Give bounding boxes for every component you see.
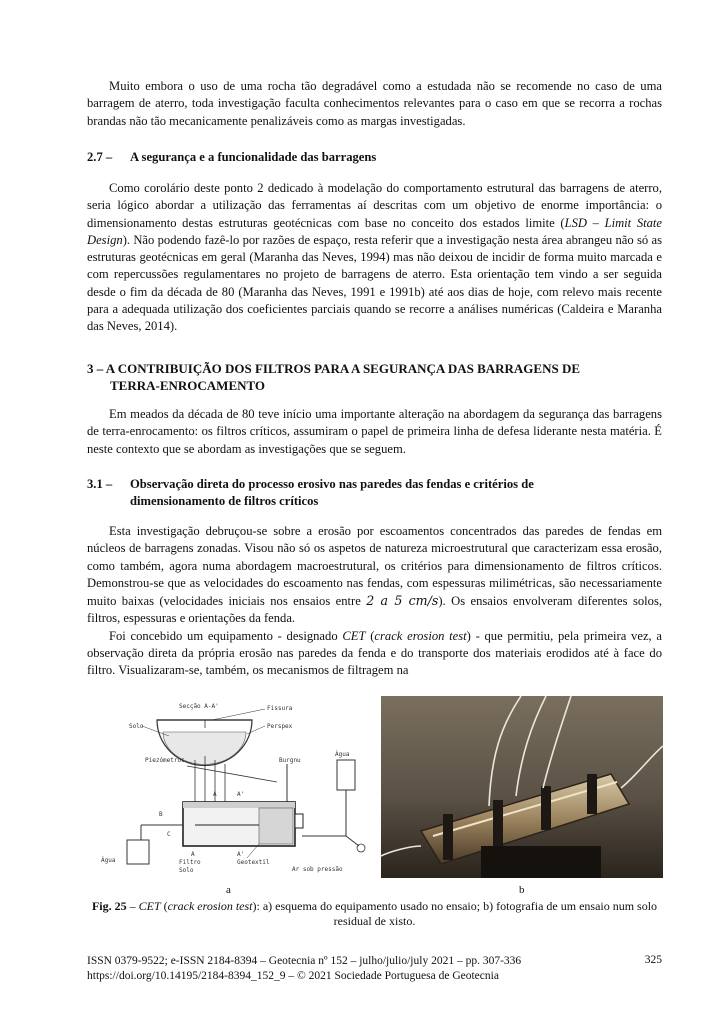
paragraph-text — [87, 628, 662, 680]
sketch-label-water-bottom: Água — [101, 857, 116, 864]
water-reservoir — [337, 760, 355, 790]
page-footer — [87, 954, 662, 984]
velocity-math: 2 a 5 cm/s — [366, 593, 439, 609]
paragraph-text: Em meados da década de 80 teve início uma importante alteração na abordagem da segurança das barragens de terra-enrocamento: os filtros críticos, assumiram o papel de primeira linha de defesa liderante nesta matéria. É neste contexto que se abordam as investigações que se seguem. — [87, 407, 662, 456]
cet-full-term: crack erosion test — [374, 628, 467, 643]
cet-term: CET — [342, 628, 366, 643]
sketch-label-geotextile: Geotextil — [237, 859, 270, 866]
sketch-label-soil-top: Solo — [129, 723, 144, 730]
sketch-label-soil-bottom: Solo — [179, 867, 194, 874]
outlet-valve — [295, 814, 303, 828]
section-number: 3.1 – — [87, 477, 113, 491]
filter-zone — [259, 808, 293, 844]
base-support — [481, 846, 601, 878]
cell-top-band — [183, 802, 295, 808]
section-3-heading — [87, 360, 662, 394]
text-run: Foi concebido um equipamento - designado — [109, 628, 343, 643]
section-3-1-line2: dimensionamento de filtros críticos — [130, 494, 319, 508]
text-run: ) - que permitiu, pela primeira vez, a observação direta da própria erosão nas paredes da fenda e do transporte dos materiais erodidos até à face do filtro. Visualizaram-se, também, os mecanismos de filtragem na — [87, 628, 663, 678]
section-3-line1: 3 – A CONTRIBUIÇÃO DOS FILTROS PARA A SEGURANÇA DAS BARRAGENS DE — [87, 361, 581, 376]
sketch-label-a3: A — [191, 851, 195, 858]
sketch-label-air: Ar sob pressão — [292, 866, 343, 873]
text-run: ). Os ensaios envolveram diferentes solos, filtros, espessuras e orientações da fenda. — [87, 594, 663, 626]
sketch-label-a4: A' — [237, 851, 245, 858]
text-run: ( — [365, 628, 375, 643]
intro-paragraph — [87, 78, 662, 130]
leader-line — [142, 726, 169, 736]
section-3-line2: TERRA-ENROCAMENTO — [110, 378, 266, 393]
paragraph-text — [87, 523, 662, 628]
caption-fig-number: Fig. 25 — [91, 899, 127, 913]
piezometer-line — [187, 766, 277, 782]
section-2-7-paragraph — [87, 180, 662, 336]
sketch-label-burgnu: Burgnu — [279, 757, 301, 764]
cet-test-photograph — [381, 696, 663, 878]
section-3-1-line1: Observação direta do processo erosivo nas paredes das fendas e critérios de — [130, 477, 534, 491]
sketch-label-piezometers: Piezómetros — [145, 757, 185, 764]
paragraph-text — [87, 180, 662, 336]
caption-cet: CET — [138, 899, 161, 913]
sketch-label-filter: Filtro — [179, 859, 201, 866]
footer-journal-info: ISSN 0379-9522; e-ISSN 2184-8394 – Geotecnia nº 152 – julho/julio/july 2021 – pp. 307-336 — [87, 955, 522, 967]
caption-cet-full: crack erosion test — [167, 899, 253, 913]
sketch-label-fissure: Fissura — [267, 705, 293, 712]
lsd-term: LSD – Limit State Design — [87, 215, 663, 247]
sketch-label-a1: A — [213, 791, 217, 798]
section-title: A segurança e a funcionalidade das barragens — [130, 150, 377, 164]
figure-caption — [87, 899, 662, 929]
air-pipe — [346, 836, 359, 846]
sketch-label-water-top: Água — [335, 751, 350, 758]
figure-label-b: b — [519, 884, 525, 896]
section-3-paragraph — [87, 406, 662, 458]
intro-text: Muito embora o uso de uma rocha tão degradável como a estudada não se recomende no caso de uma barragem de aterro, toda investigação faculta conhecimentos relevantes para o caso em que se recorra a rochas brandas não tão mecanicamente penalizáveis como as margas investigadas. — [87, 79, 662, 128]
collector-container — [127, 840, 149, 864]
sketch-label-c: C — [167, 831, 171, 838]
sketch-label-perspex: Perspex — [267, 723, 293, 730]
section-3-1-paragraphs — [87, 523, 662, 680]
pressure-gauge-icon — [357, 844, 365, 852]
section-2-7-heading — [87, 149, 662, 166]
text-run: ): a) esquema do equipamento usado no ensaio; b) fotografia de um ensaio num solo residual de xisto. — [252, 899, 658, 928]
text-run: Esta investigação debruçou-se sobre a erosão por escoamentos concentrados das paredes de fendas em núcleos de barragens zonadas. Visou não só os aspetos de natureza microestrutural que caracterizam essa erosão, como também, agora numa abordagem macroestrutural, os critérios para dimensionamento de filtros críticos. Demonstrou-se que as velocidades do escoamento nas fendas, com espessuras milimétricas, são necessariamente muito baixas (velocidades iniciais nos ensaios entre — [87, 524, 662, 609]
section-3-1-heading — [87, 476, 662, 510]
leader-line — [247, 726, 265, 734]
sketch-label-a2: A' — [237, 791, 245, 798]
sketch-label-b: B — [159, 811, 163, 818]
section-number: 2.7 – — [87, 150, 113, 164]
cet-equipment-sketch — [87, 696, 374, 876]
leader-line — [212, 709, 265, 720]
text-run: – — [126, 899, 139, 913]
text-run: ( — [160, 899, 168, 913]
figure-label-a: a — [226, 884, 231, 896]
footer-doi: https://doi.org/10.14195/2184-8394_152_9 – © 2021 Sociedade Portuguesa de Geotecnia — [87, 970, 499, 982]
text-run: ). Não podendo fazê-lo por razões de espaço, resta referir que a investigação nesta área abrangeu não só as estruturas geotécnicas em geral (Maranha das Neves, 1994) mas não deixou de incidir de forma muito marcada e com repercussões regulamentares no projeto de barragens de aterro. Esta orientação tem vindo a ser seguida desde o fim da década de 80 (Maranha das Neves, 1991 e 1991b) até aos dias de hoje, com relevo mais recente para a adequada utilização dos coeficientes parciais quando se recorre a análises numéricas (Caldeira e Maranha das Neves, 2014). — [87, 232, 662, 334]
page-number: 325 — [644, 954, 662, 966]
sketch-label-section: Secção A-A' — [179, 703, 219, 710]
text-run: Como corolário deste ponto 2 dedicado à modelação do comportamento estrutural das barragens de aterro, seria lógico abordar a utilização das ferramentas aí descritas com um objetivo de enorme importância: o dimensionamento destas estruturas geotécnicas com base no conceito dos estados limite ( — [87, 181, 662, 230]
